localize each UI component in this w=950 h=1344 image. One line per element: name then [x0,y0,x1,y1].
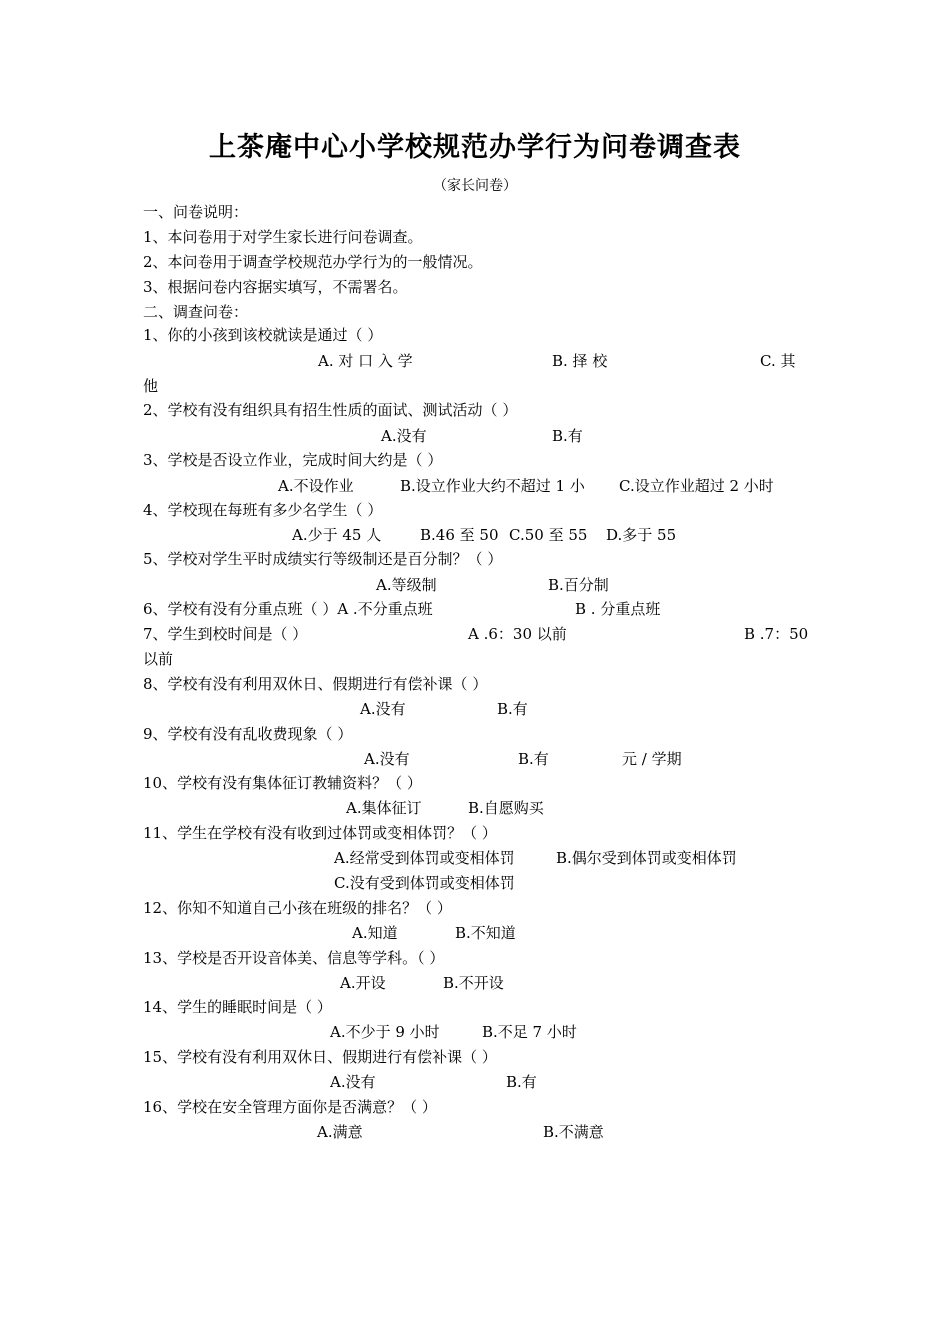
intro-item-2: 2、本问卷用于调查学校规范办学行为的一般情况。 [143,253,483,271]
q7-option-b-wrap: 以前 [143,650,174,668]
question-1: 1、你的小孩到该校就读是通过（ ） [143,326,383,344]
q4-option-b: B.46 至 50 [420,526,499,544]
q8-option-a: A.没有 [360,700,406,718]
q1-option-a: A. 对 口 入 学 [318,352,413,370]
q10-option-b: B.自愿购买 [468,799,544,817]
q1-option-b: B. 择 校 [552,352,608,370]
q15-option-b: B.有 [506,1073,537,1091]
page-subtitle: （家长问卷） [433,178,517,194]
q4-option-d: D.多于 55 [606,526,677,544]
q1-option-c-wrap: 他 [143,377,159,395]
question-4: 4、学校现在每班有多少名学生（ ） [143,501,383,519]
q8-option-b: B.有 [497,700,528,718]
q15-option-a: A.没有 [330,1073,376,1091]
q10-option-a: A.集体征订 [346,799,422,817]
intro-heading: 一、问卷说明： [143,203,249,221]
q9-unit: 元 / 学期 [622,750,682,768]
question-9: 9、学校有没有乱收费现象（ ） [143,725,353,743]
page-title: 上茶庵中心小学校规范办学行为问卷调查表 [209,132,741,163]
q4-option-c: C.50 至 55 [509,526,588,544]
question-6: 6、学校有没有分重点班（ ）A .不分重点班 [143,600,433,618]
question-2: 2、学校有没有组织具有招生性质的面试、测试活动（ ） [143,401,518,419]
question-16: 16、学校在安全管理方面你是否满意？（ ） [143,1098,437,1116]
survey-heading: 二、调查问卷： [143,303,249,321]
intro-item-1: 1、本问卷用于对学生家长进行问卷调查。 [143,228,423,246]
q11-option-b: B.偶尔受到体罚或变相体罚 [556,849,737,867]
question-15: 15、学校有没有利用双休日、假期进行有偿补课（ ） [143,1048,497,1066]
question-7: 7、学生到校时间是（ ） [143,625,308,643]
q14-option-a: A.不少于 9 小时 [330,1023,440,1041]
q2-option-a: A.没有 [381,427,427,445]
q7-option-b: B .7：50 [744,625,809,643]
q5-option-b: B.百分制 [548,576,609,594]
q9-option-b: B.有 [518,750,549,768]
q6-option-b: B . 分重点班 [575,600,661,618]
q16-option-b: B.不满意 [543,1123,604,1141]
q11-option-a: A.经常受到体罚或变相体罚 [334,849,515,867]
question-8: 8、学校有没有利用双休日、假期进行有偿补课（ ） [143,675,488,693]
intro-item-3: 3、根据问卷内容据实填写，不需署名。 [143,278,408,296]
question-10: 10、学校有没有集体征订教辅资料？（ ） [143,774,422,792]
q9-option-a: A.没有 [364,750,410,768]
q11-option-c: C.没有受到体罚或变相体罚 [334,874,515,892]
q4-option-a: A.少于 45 人 [292,526,382,544]
q2-option-b: B.有 [552,427,583,445]
q1-option-c: C. 其 [760,352,796,370]
question-12: 12、你知不知道自己小孩在班级的排名？（ ） [143,899,452,917]
q5-option-a: A.等级制 [376,576,437,594]
q14-option-b: B.不足 7 小时 [482,1023,577,1041]
question-5: 5、学校对学生平时成绩实行等级制还是百分制？（ ） [143,550,503,568]
question-14: 14、学生的睡眠时间是（ ） [143,998,332,1016]
q13-option-a: A.开设 [340,974,386,992]
q3-option-c: C.设立作业超过 2 小时 [619,477,774,495]
question-13: 13、学校是否开设音体美、信息等学科。（ ） [143,949,445,967]
q3-option-a: A.不设作业 [278,477,354,495]
question-11: 11、学生在学校有没有收到过体罚或变相体罚？（ ） [143,824,497,842]
q13-option-b: B.不开设 [443,974,504,992]
question-3: 3、学校是否设立作业，完成时间大约是（ ） [143,451,443,469]
q12-option-b: B.不知道 [455,924,516,942]
q7-option-a: A .6：30 以前 [468,625,567,643]
q12-option-a: A.知道 [352,924,398,942]
q16-option-a: A.满意 [317,1123,363,1141]
q3-option-b: B.设立作业大约不超过 1 小 [400,477,585,495]
